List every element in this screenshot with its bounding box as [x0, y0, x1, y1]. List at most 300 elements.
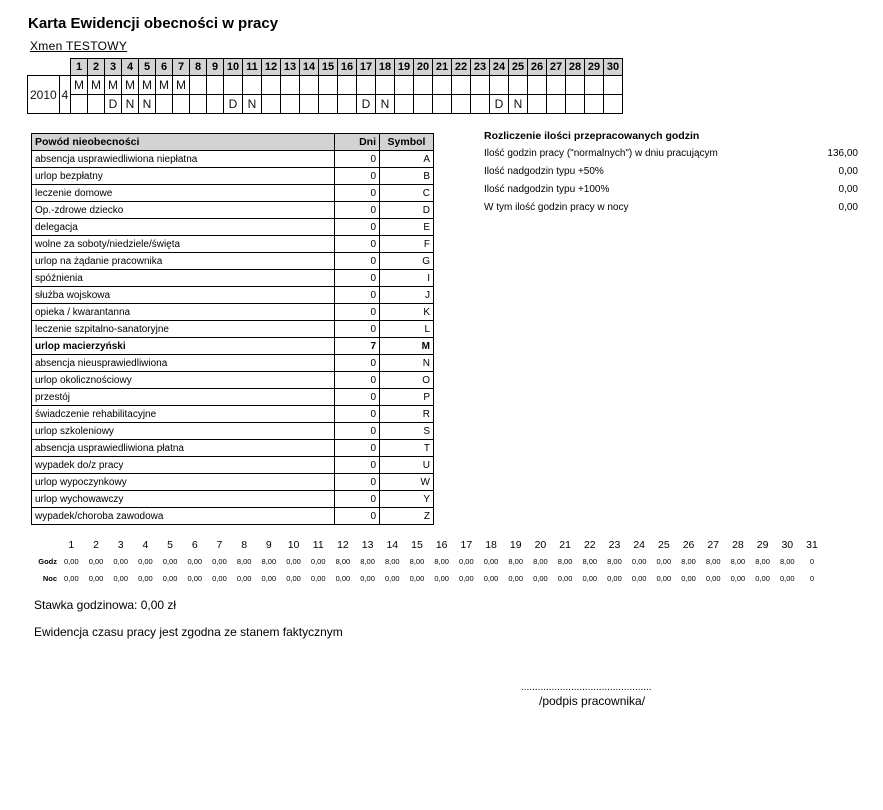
absence-reason: leczenie szpitalno-sanatoryjne [32, 321, 335, 338]
calendar-day-1: 1 [71, 59, 88, 76]
night-hours-value: 0,00 [631, 574, 647, 583]
hours-day-number: 26 [682, 538, 695, 551]
absence-days: 0 [335, 440, 380, 457]
hours-day-number: 12 [337, 538, 349, 551]
absence-symbol: P [380, 389, 434, 406]
night-hours-value: 0,00 [705, 574, 721, 583]
absence-symbol-header: Symbol [380, 134, 434, 151]
calendar-day-17: 17 [357, 59, 376, 76]
calendar-cell-row1-day-7: M [173, 76, 190, 95]
day-hours-value: 8,00 [755, 557, 770, 566]
night-hours-value: 0,00 [409, 574, 425, 583]
day-hours-value: 8,00 [508, 557, 524, 566]
summary-label: W tym ilość godzin pracy w nocy [484, 202, 629, 213]
absence-reason: leczenie domowe [32, 185, 335, 202]
calendar-cell-row1-day-10 [224, 76, 243, 95]
absence-days: 0 [335, 202, 380, 219]
calendar-cell-row2-day-22 [452, 95, 471, 114]
calendar-cell-row1-day-24 [490, 76, 509, 95]
night-hours-value: 0,00 [335, 574, 351, 583]
calendar-cell-row2-day-14 [300, 95, 319, 114]
absence-days-header: Dni [335, 134, 380, 151]
summary-row [484, 148, 858, 166]
absence-row [32, 474, 434, 491]
night-hours-value: 0,00 [483, 574, 499, 583]
calendar-cell-row2-day-30 [604, 95, 623, 114]
day-hours-value: 8,00 [409, 557, 425, 566]
absence-table-header [32, 134, 434, 151]
absence-row [32, 406, 434, 423]
day-hours-value: 8,00 [360, 557, 375, 566]
calendar-day-9: 9 [207, 59, 224, 76]
calendar-cell-row2-day-23 [471, 95, 490, 114]
absence-reason: urlop macierzyński [32, 338, 335, 355]
absence-symbol: I [380, 270, 434, 287]
day-hours-value: 0,00 [113, 557, 129, 566]
summary-value: 0,00 [838, 202, 858, 213]
hours-day-number: 25 [658, 538, 670, 551]
absence-row [32, 338, 434, 355]
hours-day-number: 10 [287, 538, 300, 551]
calendar-cell-row1-day-30 [604, 76, 623, 95]
calendar-cell-row1-day-8 [190, 76, 207, 95]
absence-days: 0 [335, 372, 380, 389]
night-hours-value: 0,00 [755, 574, 770, 583]
employee-name: Xmen TESTOWY [30, 39, 128, 53]
absence-row [32, 372, 434, 389]
calendar-cell-row1-day-23 [471, 76, 490, 95]
night-hours-value: 0,00 [384, 574, 400, 583]
calendar-cell-row1-day-5: M [139, 76, 156, 95]
hours-day-number: 19 [509, 538, 522, 551]
absence-symbol: S [380, 423, 434, 440]
calendar-day-header-row [28, 59, 623, 76]
absence-days: 0 [335, 423, 380, 440]
absence-symbol: Z [380, 508, 434, 525]
absence-reason: świadczenie rehabilitacyjne [32, 406, 335, 423]
calendar-cell-row2-day-12 [262, 95, 281, 114]
night-hours-value: 0,00 [187, 574, 203, 583]
day-hours-value: 0,00 [631, 557, 647, 566]
absence-reason: urlop bezpłatny [32, 168, 335, 185]
hours-day-number: 21 [559, 538, 571, 551]
hours-day-number: 20 [534, 538, 547, 551]
calendar-cell-row1-day-15 [319, 76, 338, 95]
absence-reason: wypadek do/z pracy [32, 457, 335, 474]
calendar-cell-row2-day-24: D [490, 95, 509, 114]
summary-row [484, 202, 858, 220]
absence-days: 0 [335, 355, 380, 372]
absence-days: 0 [335, 406, 380, 423]
absence-row [32, 508, 434, 525]
night-hours-value: 0,00 [286, 574, 301, 583]
calendar-cell-row1-day-17 [357, 76, 376, 95]
calendar-cell-row2-day-10: D [224, 95, 243, 114]
calendar-day-11: 11 [243, 59, 262, 76]
calendar-cell-row1-day-28 [566, 76, 585, 95]
absence-reason: absencja nieusprawiedliwiona [32, 355, 335, 372]
absence-row [32, 389, 434, 406]
signature-label: /podpis pracownika/ [539, 694, 646, 708]
absence-reason: spóźnienia [32, 270, 335, 287]
day-hours-value: 0,00 [212, 557, 227, 566]
hours-day-number: 11 [312, 538, 324, 551]
hours-day-number: 5 [167, 538, 174, 551]
absence-reason: służba wojskowa [32, 287, 335, 304]
day-hours-value: 8,00 [384, 557, 400, 566]
night-hours-value: 0,00 [533, 574, 548, 583]
summary-label: Ilość nadgodzin typu +100% [484, 184, 610, 195]
absence-row [32, 270, 434, 287]
summary-value: 0,00 [838, 184, 858, 195]
calendar-cell-row1-day-27 [547, 76, 566, 95]
calendar-cell-row2-day-17: D [357, 95, 376, 114]
night-hours-value: 0,00 [779, 574, 795, 583]
absence-row [32, 185, 434, 202]
calendar-day-18: 18 [376, 59, 395, 76]
calendar-day-19: 19 [395, 59, 414, 76]
calendar-day-21: 21 [433, 59, 452, 76]
absence-reason: wolne za soboty/niedziele/święta [32, 236, 335, 253]
calendar-cell-row1-day-3: M [105, 76, 122, 95]
absence-days: 7 [335, 338, 380, 355]
absence-days: 0 [335, 253, 380, 270]
absence-row [32, 168, 434, 185]
day-hours-value: 0,00 [88, 557, 104, 566]
absence-symbol: K [380, 304, 434, 321]
calendar-cell-row1-day-1: M [71, 76, 88, 95]
calendar-day-20: 20 [414, 59, 433, 76]
absence-reason: Op.-zdrowe dziecko [32, 202, 335, 219]
day-hours-value: 8,00 [607, 557, 622, 566]
calendar-day-8: 8 [190, 59, 207, 76]
hours-day-number: 13 [361, 538, 374, 551]
calendar-corner [28, 59, 71, 76]
calendar-cell-row2-day-1 [71, 95, 88, 114]
hours-summary [484, 130, 858, 220]
hours-day-number: 1 [68, 538, 75, 551]
night-hours-value: 0,00 [236, 574, 252, 583]
calendar-cell-row1-day-19 [395, 76, 414, 95]
night-hours-value: 0,00 [88, 574, 104, 583]
calendar-cell-row1-day-25 [509, 76, 528, 95]
absence-row [32, 423, 434, 440]
absence-symbol: T [380, 440, 434, 457]
calendar-month: 4 [60, 76, 71, 114]
absence-reason: urlop okolicznościowy [32, 372, 335, 389]
hours-day-number: 7 [216, 538, 223, 551]
night-hours-value: 0,00 [557, 574, 573, 583]
night-hours-value: 0,00 [582, 574, 598, 583]
calendar-day-30: 30 [604, 59, 623, 76]
hours-day-number: 24 [633, 538, 645, 551]
calendar-cell-row1-day-21 [433, 76, 452, 95]
day-hours-value: 0,00 [187, 557, 203, 566]
night-hours-value: 0,00 [138, 574, 153, 583]
absence-days: 0 [335, 491, 380, 508]
summary-heading: Rozliczenie ilości przepracowanych godzin [484, 130, 700, 142]
absence-row [32, 440, 434, 457]
calendar-cell-row1-day-12 [262, 76, 281, 95]
day-hours-value: 8,00 [730, 557, 746, 566]
calendar-cell-row2-day-3: D [105, 95, 122, 114]
hours-day-number: 2 [93, 538, 99, 551]
day-hours-value: 8,00 [236, 557, 252, 566]
day-hours-value: 8,00 [705, 557, 721, 566]
absence-days: 0 [335, 168, 380, 185]
calendar-cell-row2-day-6 [156, 95, 173, 114]
calendar-cell-row1-day-4: M [122, 76, 139, 95]
calendar-cell-row2-day-18: N [376, 95, 395, 114]
night-hours-value: 0,00 [64, 574, 79, 583]
calendar-cell-row2-day-8 [190, 95, 207, 114]
absence-reason: urlop na żądanie pracownika [32, 253, 335, 270]
absence-symbol: Y [380, 491, 434, 508]
summary-label: Ilość godzin pracy ("normalnych") w dniu pracującym [484, 148, 718, 159]
absence-reason: opieka / kwarantanna [32, 304, 335, 321]
calendar-day-12: 12 [262, 59, 281, 76]
hours-day-number: 3 [117, 538, 124, 551]
absence-days: 0 [335, 287, 380, 304]
hours-day-number: 17 [460, 538, 473, 551]
calendar-cell-row1-day-20 [414, 76, 433, 95]
calendar-day-10: 10 [224, 59, 243, 76]
calendar-cell-row1-day-18 [376, 76, 395, 95]
hours-day-number: 9 [265, 538, 272, 551]
absence-reason: urlop wypoczynkowy [32, 474, 335, 491]
hours-day-numbers [33, 536, 824, 553]
absence-days: 0 [335, 304, 380, 321]
calendar-cell-row2-day-2 [88, 95, 105, 114]
hours-day-number: 16 [435, 538, 448, 551]
absence-row [32, 355, 434, 372]
calendar-day-16: 16 [338, 59, 357, 76]
accuracy-statement: Ewidencja czasu pracy jest zgodna ze stanem faktycznym [34, 625, 343, 639]
day-hours-value: 0,00 [138, 557, 153, 566]
night-hours-value: 0,00 [730, 574, 746, 583]
hours-day-number: 23 [608, 538, 621, 551]
absence-symbol: B [380, 168, 434, 185]
calendar-day-5: 5 [139, 59, 156, 76]
hours-day-number: 4 [142, 538, 149, 551]
absence-reason: absencja usprawiedliwiona płatna [32, 440, 335, 457]
calendar-day-2: 2 [88, 59, 105, 76]
summary-value: 136,00 [827, 148, 858, 159]
absence-symbol: F [380, 236, 434, 253]
night-hours-value: 0,00 [162, 574, 178, 583]
absence-table [31, 133, 434, 525]
absence-symbol: J [380, 287, 434, 304]
absence-symbol: G [380, 253, 434, 270]
night-hours-value: 0,00 [508, 574, 524, 583]
absence-days: 0 [335, 185, 380, 202]
document-title: Karta Ewidencji obecności w pracy [28, 15, 279, 32]
absence-days: 0 [335, 389, 380, 406]
calendar-day-15: 15 [319, 59, 338, 76]
day-hours-value: 8,00 [779, 557, 795, 566]
hours-night-row [33, 570, 824, 587]
night-hours-value: 0,00 [310, 574, 326, 583]
summary-row [484, 184, 858, 202]
calendar-cell-row1-day-29 [585, 76, 604, 95]
absence-symbol: R [380, 406, 434, 423]
hourly-rate: Stawka godzinowa: 0,00 zł [34, 598, 177, 612]
day-hours-value: 8,00 [557, 557, 573, 566]
calendar-cell-row1-day-11 [243, 76, 262, 95]
calendar-day-24: 24 [490, 59, 509, 76]
day-hours-value: 8,00 [681, 557, 696, 566]
absence-row [32, 151, 434, 168]
calendar-cell-row2-day-13 [281, 95, 300, 114]
hours-day-number: 15 [411, 538, 423, 551]
calendar-cell-row2-day-26 [528, 95, 547, 114]
calendar-day-26: 26 [528, 59, 547, 76]
night-hours-label: Noc [42, 574, 57, 583]
hours-day-number: 6 [191, 538, 198, 551]
absence-row [32, 236, 434, 253]
day-hours-value: 0,00 [310, 557, 326, 566]
absence-row [32, 491, 434, 508]
night-hours-value: 0 [809, 574, 815, 583]
absence-days: 0 [335, 151, 380, 168]
absence-days: 0 [335, 457, 380, 474]
absence-row [32, 287, 434, 304]
calendar-cell-row2-day-21 [433, 95, 452, 114]
daily-hours-grid [33, 536, 824, 587]
absence-symbol: A [380, 151, 434, 168]
summary-label: Ilość nadgodzin typu +50% [484, 166, 604, 177]
calendar-day-14: 14 [300, 59, 319, 76]
calendar-cell-row2-day-15 [319, 95, 338, 114]
calendar-cell-row2-day-7 [173, 95, 190, 114]
calendar-day-27: 27 [547, 59, 566, 76]
day-hours-value: 0 [809, 557, 815, 566]
calendar-cell-row1-day-14 [300, 76, 319, 95]
calendar-cell-row2-day-4: N [122, 95, 139, 114]
absence-days: 0 [335, 508, 380, 525]
absence-reason: wypadek/choroba zawodowa [32, 508, 335, 525]
hours-day-number: 29 [756, 538, 769, 551]
absence-symbol: U [380, 457, 434, 474]
signature-line: ............................................... [521, 682, 652, 693]
absence-reason: przestój [32, 389, 335, 406]
night-hours-value: 0,00 [261, 574, 277, 583]
day-hours-value: 0,00 [286, 557, 301, 566]
hours-day-row [33, 553, 824, 570]
day-hours-value: 8,00 [335, 557, 351, 566]
calendar-row-2 [28, 95, 623, 114]
calendar-day-3: 3 [105, 59, 122, 76]
hours-day-number: 18 [485, 538, 497, 551]
calendar-day-6: 6 [156, 59, 173, 76]
night-hours-value: 0,00 [113, 574, 129, 583]
calendar-cell-row2-day-11: N [243, 95, 262, 114]
night-hours-value: 0,00 [459, 574, 474, 583]
absence-symbol: W [380, 474, 434, 491]
hours-day-number: 30 [781, 538, 794, 551]
calendar-cell-row2-day-5: N [139, 95, 156, 114]
calendar-cell-row2-day-19 [395, 95, 414, 114]
calendar-day-22: 22 [452, 59, 471, 76]
calendar-day-28: 28 [566, 59, 585, 76]
calendar-cell-row2-day-29 [585, 95, 604, 114]
absence-days: 0 [335, 270, 380, 287]
absence-symbol: E [380, 219, 434, 236]
hours-day-number: 8 [241, 538, 248, 551]
absence-row [32, 304, 434, 321]
calendar-cell-row2-day-16 [338, 95, 357, 114]
absence-days: 0 [335, 219, 380, 236]
calendar-cell-row2-day-9 [207, 95, 224, 114]
calendar-cell-row1-day-2: M [88, 76, 105, 95]
day-hours-value: 8,00 [533, 557, 548, 566]
day-hours-value: 8,00 [434, 557, 449, 566]
day-hours-value: 8,00 [261, 557, 277, 566]
hours-corner [33, 536, 59, 553]
night-hours-value: 0,00 [607, 574, 622, 583]
absence-symbol: N [380, 355, 434, 372]
night-hours-value: 0,00 [212, 574, 227, 583]
calendar-day-23: 23 [471, 59, 490, 76]
calendar-cell-row1-day-13 [281, 76, 300, 95]
day-hours-value: 0,00 [483, 557, 499, 566]
absence-reason: delegacja [32, 219, 335, 236]
absence-days: 0 [335, 474, 380, 491]
day-hours-value: 0,00 [459, 557, 474, 566]
absence-symbol: L [380, 321, 434, 338]
day-hours-value: 8,00 [582, 557, 598, 566]
hours-day-number: 22 [583, 538, 596, 551]
absence-symbol: C [380, 185, 434, 202]
absence-symbol: O [380, 372, 434, 389]
calendar-cell-row1-day-26 [528, 76, 547, 95]
calendar-cell-row2-day-27 [547, 95, 566, 114]
calendar-year: 2010 [28, 76, 60, 114]
calendar-day-7: 7 [173, 59, 190, 76]
calendar-day-4: 4 [122, 59, 139, 76]
calendar-day-13: 13 [281, 59, 300, 76]
day-hours-label: Godz [38, 557, 57, 566]
hours-day-number: 14 [386, 538, 399, 551]
night-hours-value: 0,00 [360, 574, 375, 583]
absence-days: 0 [335, 321, 380, 338]
calendar-cell-row1-day-6: M [156, 76, 173, 95]
calendar-day-29: 29 [585, 59, 604, 76]
absence-symbol: M [380, 338, 434, 355]
calendar-cell-row1-day-22 [452, 76, 471, 95]
absence-row [32, 457, 434, 474]
calendar-cell-row2-day-20 [414, 95, 433, 114]
night-hours-value: 0,00 [656, 574, 672, 583]
hours-day-number: 27 [707, 538, 720, 551]
absence-row [32, 219, 434, 236]
day-hours-value: 0,00 [64, 557, 79, 566]
calendar-row-1 [28, 76, 623, 95]
day-hours-value: 0,00 [656, 557, 672, 566]
absence-reason: absencja usprawiedliwiona niepłatna [32, 151, 335, 168]
hours-day-number: 28 [732, 538, 744, 551]
absence-reason: urlop szkoleniowy [32, 423, 335, 440]
absence-reason-header: Powód nieobecności [32, 134, 335, 151]
summary-row [484, 166, 858, 184]
calendar-cell-row2-day-25: N [509, 95, 528, 114]
summary-value: 0,00 [838, 166, 858, 177]
night-hours-value: 0,00 [434, 574, 449, 583]
absence-row [32, 253, 434, 270]
attendance-calendar [27, 58, 623, 114]
night-hours-value: 0,00 [681, 574, 696, 583]
calendar-day-25: 25 [509, 59, 528, 76]
